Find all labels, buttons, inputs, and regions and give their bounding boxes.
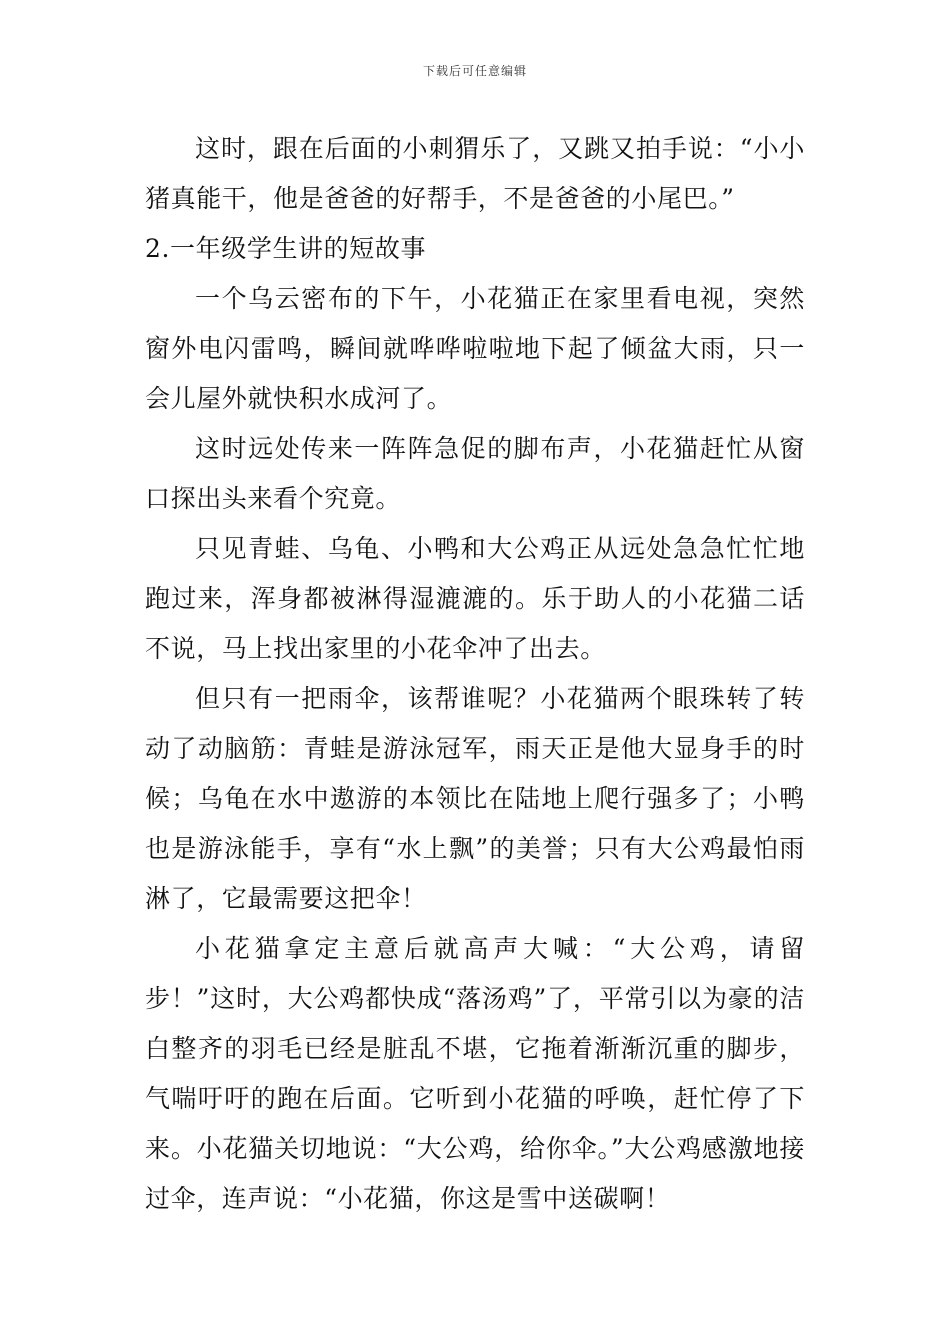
story-paragraph-2: 这时远处传来一阵阵急促的脚布声，小花猫赶忙从窗口探出头来看个究竟。 bbox=[145, 434, 805, 513]
story-paragraph-3: 只见青蛙、乌龟、小鸭和大公鸡正从远处急急忙忙地跑过来，浑身都被淋得湿漉漉的。乐于助人的小花猫二话不说，马上找出家里的小花伞冲了出去。 bbox=[145, 534, 805, 663]
story-paragraph-4: 但只有一把雨伞，该帮谁呢？小花猫两个眼珠转了转动了动脑筋：青蛙是游泳冠军，雨天正是他大显身手的时候；乌龟在水中遨游的本领比在陆地上爬行强多了；小鸭也是游泳能手，享有“水上飘”的美誉；只有大公鸡最怕雨淋了，它最需要这把伞！ bbox=[145, 684, 805, 913]
story-paragraph-1: 一个乌云密布的下午，小花猫正在家里看电视，突然窗外电闪雷鸣，瞬间就哗哗啦啦地下起了倾盆大雨，只一会儿屋外就快积水成河了。 bbox=[145, 284, 805, 413]
story-paragraph-5: 小花猫拿定主意后就高声大喊：“大公鸡，请留步！”这时，大公鸡都快成“落汤鸡”了，平常引以为豪的洁白整齐的羽毛已经是脏乱不堪，它拖着渐渐沉重的脚步，气喘吁吁的跑在后面。它听到小花猫的呼唤，赶忙停了下来。小花猫关切地说：“大公鸡，给你伞。”大公鸡感激地接过伞，连声说：“小花猫，你这是雪中送碳啊！ bbox=[145, 934, 805, 1213]
paragraph-intro: 这时，跟在后面的小刺猬乐了，又跳又拍手说：“小小猪真能干，他是爸爸的好帮手，不是爸爸的小尾巴。” bbox=[145, 134, 805, 213]
section-title: 2.一年级学生讲的短故事 bbox=[145, 234, 427, 263]
document-body bbox=[145, 124, 805, 1224]
page-header: 下载后可任意编辑 bbox=[422, 64, 527, 78]
